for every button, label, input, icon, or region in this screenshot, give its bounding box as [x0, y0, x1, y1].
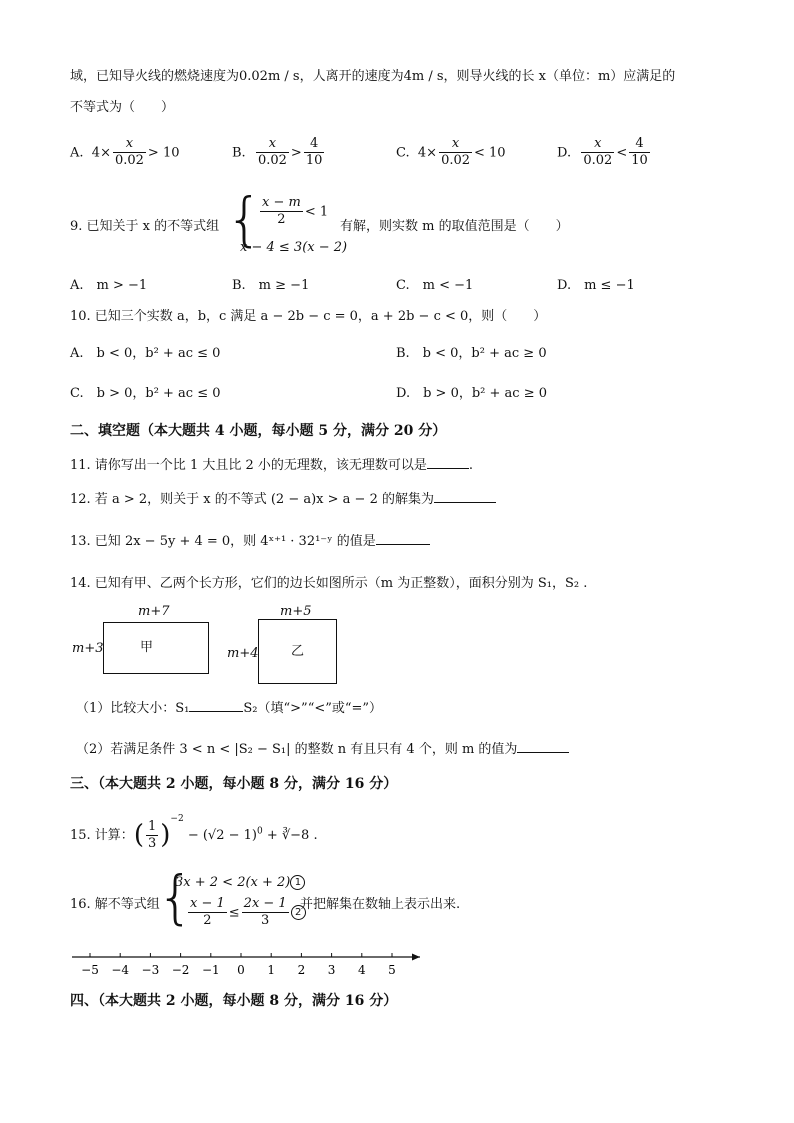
axis-tick-label: −4: [111, 963, 130, 977]
q10-stem: 10. 已知三个实数 a，b，c 满足 a − 2b − c = 0，a + 2b − c < 0，则（ ）: [70, 309, 547, 324]
rect2-side-label: m+4: [227, 646, 259, 661]
axis-tick-label: 2: [297, 963, 306, 977]
rect1-top-label: m+7: [138, 604, 170, 619]
q10-option-b: B. b < 0，b² + ac ≥ 0: [396, 346, 547, 361]
q10-option-c: C. b > 0，b² + ac ≤ 0: [70, 386, 221, 401]
q9-brace: {: [226, 185, 263, 253]
section-heading-4: 四、（本大题共 2 小题，每小题 8 分，满分 16 分）: [70, 993, 398, 1009]
rectangle-jia: [103, 622, 209, 674]
q8-option-d: D. $\frac{x}{0.02}$ < $\frac{4}{10}$: [557, 136, 648, 169]
q12: 12. 若 a > 2，则关于 x 的不等式 (2 − a)x > a − 2 的解集为: [70, 490, 496, 508]
q9-stem: 9. 已知关于 x 的不等式组: [70, 219, 220, 234]
q16-line-2: $\frac{x - 1}{2}$ ≤ $\frac{2x - 1}{3}$ 2: [186, 897, 306, 929]
q16-stem: 16. 解不等式组: [70, 897, 160, 912]
axis-tick-label: −1: [201, 963, 220, 977]
q16-line-1: 3x + 2 < 2(x + 2) 1: [175, 875, 305, 891]
q13: 13. 已知 2x − 5y + 4 = 0，则 4ˣ⁺¹ · 32¹⁻ʸ 的值是: [70, 532, 430, 550]
rect2-top-label: m+5: [280, 604, 312, 619]
number-line: [60, 945, 440, 985]
q9-option-a: A. m > −1: [70, 278, 148, 293]
q16-brace: {: [157, 863, 194, 931]
axis-tick-label: 1: [267, 963, 276, 977]
q9-line-2: x − 4 ≤ 3(x − 2): [240, 240, 348, 255]
q9-option-b: B. m ≥ −1: [232, 278, 310, 293]
rect1-name: 甲: [140, 640, 154, 655]
q16-tail: 并把解集在数轴上表示出来.: [300, 897, 461, 912]
q9-line-1: $\frac{x - m}{2}$ < 1: [262, 195, 329, 228]
q11: 11. 请你写出一个比 1 大且比 2 小的无理数，该无理数可以是 .: [70, 458, 474, 473]
q14-stem: 14. 已知有甲、乙两个长方形，它们的边长如图所示（m 为正整数），面积分别为 S₁，S₂ .: [70, 576, 588, 591]
q8-option-c: C. 4× $\frac{x}{0.02}$ < 10: [396, 136, 506, 169]
axis-tick-label: 5: [388, 963, 396, 977]
q14-part-1: （1）比较大小：S₁ S₂（填“>”“<”或“=”）: [76, 701, 383, 716]
q9-option-c: C. m < −1: [396, 278, 474, 293]
axis-arrow: [412, 954, 420, 961]
q9-tail: 有解，则实数 m 的取值范围是（ ）: [340, 219, 569, 234]
intro-line-1: 域，已知导火线的燃烧速度为0.02m / s，人离开的速度为4m / s，则导火线的长 x（单位：m）应满足的: [70, 69, 676, 84]
q14-part-2: （2）若满足条件 3 < n < |S₂ − S₁| 的整数 n 有且只有 4 个，则 m 的值为: [76, 740, 569, 758]
q8-option-a: A. 4× $\frac{x}{0.02}$ > 10: [70, 136, 180, 169]
q10-option-a: A. b < 0，b² + ac ≤ 0: [70, 346, 221, 361]
intro-line-2: 不等式为（ ）: [70, 100, 175, 115]
q15: 15. 计算：( $\frac{1}{3}$ )$^{-2} - (√2 - 1)^0$ + ∛−8 .: [70, 814, 318, 851]
rect1-side-label: m+3: [72, 641, 104, 656]
rect2-name: 乙: [291, 644, 305, 659]
section-heading-2: 二、填空题（本大题共 4 小题，每小题 5 分，满分 20 分）: [70, 423, 447, 439]
q9-option-d: D. m ≤ −1: [557, 278, 635, 293]
axis-tick-label: 3: [327, 963, 336, 977]
q10-option-d: D. b > 0，b² + ac ≥ 0: [396, 386, 547, 401]
axis-tick-label: −2: [171, 963, 190, 977]
axis-tick-label: 0: [237, 963, 245, 977]
axis-tick-label: 4: [357, 963, 366, 977]
axis-tick-label: −5: [81, 963, 99, 977]
axis-tick-label: −3: [141, 963, 160, 977]
section-heading-3: 三、（本大题共 2 小题，每小题 8 分，满分 16 分）: [70, 776, 398, 792]
q8-option-b: B. $\frac{x}{0.02}$ > $\frac{4}{10}$: [232, 136, 323, 169]
